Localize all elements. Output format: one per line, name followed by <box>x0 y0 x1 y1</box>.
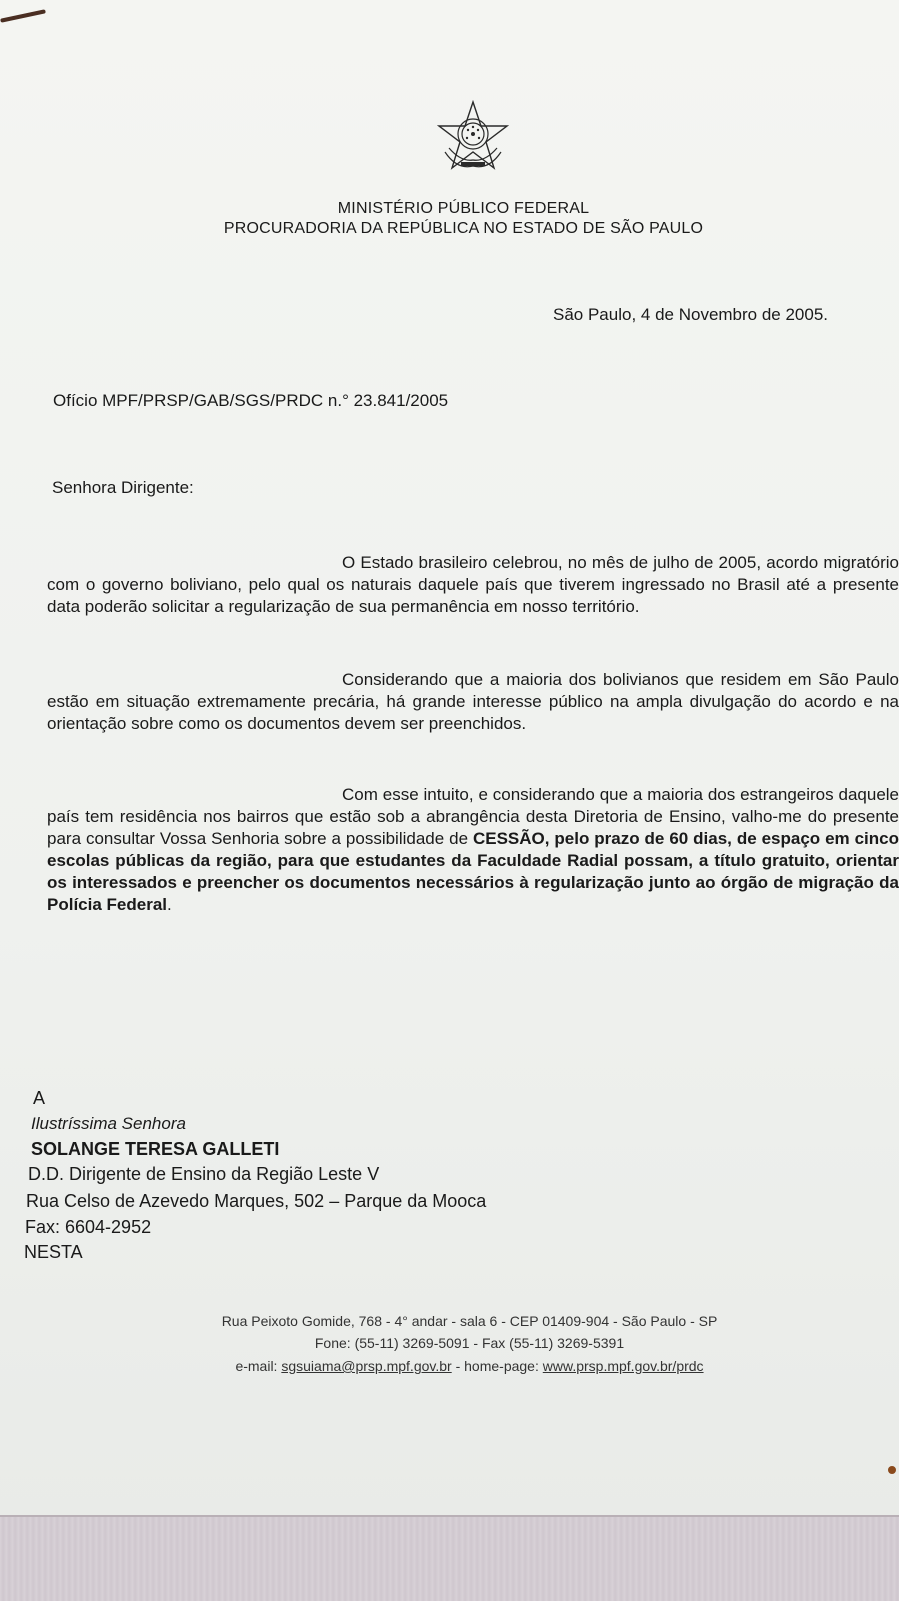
footer-homepage-label: - home-page: <box>451 1358 543 1374</box>
footer-homepage-link[interactable]: www.prsp.mpf.gov.br/prdc <box>542 1358 704 1374</box>
paper-stain <box>888 1466 896 1474</box>
footer-contacts <box>20 1358 899 1374</box>
paragraph-3-end: . <box>167 895 172 914</box>
letter-reference: Ofício MPF/PRSP/GAB/SGS/PRDC n.° 23.841/2005 <box>53 391 449 410</box>
footer-email-link[interactable]: sgsuiama@prsp.mpf.gov.br <box>281 1358 452 1374</box>
header-procuradoria: PROCURADORIA DA REPÚBLICA NO ESTADO DE SÃO PAULO <box>223 220 704 237</box>
addressee-title: Ilustríssima Senhora <box>31 1114 186 1133</box>
paragraph-1 <box>47 552 899 618</box>
coat-of-arms-icon <box>437 100 509 172</box>
paper-edge-mark <box>0 9 46 22</box>
addressee-street: Rua Celso de Azevedo Marques, 502 – Parque da Mooca <box>26 1191 487 1211</box>
paragraph-3-text: Com esse intuito, e considerando que a maioria dos estrangeiros daquele país tem residência nos bairros que estão sob a abrangência desta Diretoria de Ensino, valho-me do presente para consultar Vossa Senhoria sobre a possibilidade de <box>47 785 899 848</box>
background-fabric <box>0 1515 899 1601</box>
addressee-nesta: NESTA <box>24 1242 83 1262</box>
addressee-a: A <box>33 1088 46 1108</box>
footer-address: Rua Peixoto Gomide, 768 - 4° andar - sala 6 - CEP 01409-904 - São Paulo - SP <box>221 1313 718 1329</box>
salutation: Senhora Dirigente: <box>52 478 194 497</box>
paragraph-1-text: O Estado brasileiro celebrou, no mês de julho de 2005, acordo migratório com o governo boliviano, pelo qual os naturais daquele país que tiverem ingressado no Brasil até a presente data poderão solicitar a regularização de sua permanência em nosso território. <box>47 553 899 616</box>
letter-date: São Paulo, 4 de Novembro de 2005. <box>553 305 829 324</box>
paragraph-2 <box>47 669 899 735</box>
header-ministry: MINISTÉRIO PÚBLICO FEDERAL <box>337 200 590 217</box>
footer-email-label: e-mail: <box>235 1358 282 1374</box>
paragraph-3-bold: CESSÃO, pelo prazo de 60 dias, de espaço em cinco escolas públicas da região, para que estudantes da Faculdade Radial possam, a título gratuito, orientar os interessados e preencher os documentos necessários à regularização junto ao órgão de migração da Polícia Federal <box>47 829 899 914</box>
paragraph-2-text: Considerando que a maioria dos bolivianos que residem em São Paulo estão em situação extremamente precária, há grande interesse público na ampla divulgação do acordo e na orientação sobre como os documentos devem ser preenchidos. <box>47 670 899 733</box>
footer-phones: Fone: (55-11) 3269-5091 - Fax (55-11) 3269-5391 <box>314 1335 625 1351</box>
addressee-fax: Fax: 6604-2952 <box>25 1217 152 1237</box>
addressee-role: D.D. Dirigente de Ensino da Região Leste V <box>28 1164 380 1184</box>
paragraph-3 <box>47 784 899 916</box>
addressee-name: SOLANGE TERESA GALLETI <box>31 1139 280 1159</box>
